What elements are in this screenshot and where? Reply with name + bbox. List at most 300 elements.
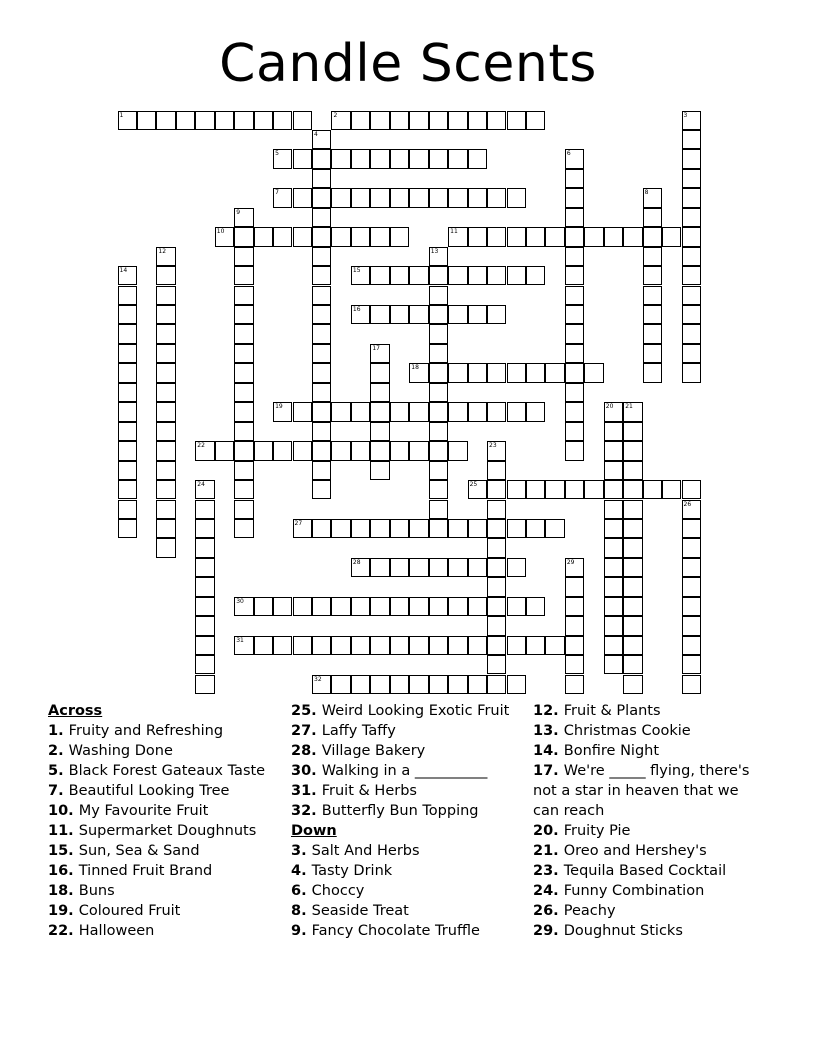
- grid-cell[interactable]: [254, 597, 273, 616]
- grid-cell[interactable]: [370, 188, 389, 207]
- grid-cell[interactable]: [370, 111, 389, 130]
- grid-cell[interactable]: [429, 324, 448, 343]
- grid-cell[interactable]: [604, 655, 623, 674]
- grid-cell[interactable]: [623, 616, 642, 635]
- grid-cell[interactable]: [293, 519, 312, 538]
- grid-cell[interactable]: [351, 402, 370, 421]
- grid-cell[interactable]: [331, 188, 350, 207]
- grid-cell[interactable]: [331, 597, 350, 616]
- grid-cell[interactable]: [604, 227, 623, 246]
- grid-cell[interactable]: [156, 344, 175, 363]
- grid-cell[interactable]: [118, 402, 137, 421]
- grid-cell[interactable]: [293, 402, 312, 421]
- grid-cell[interactable]: [312, 324, 331, 343]
- grid-cell[interactable]: [623, 461, 642, 480]
- grid-cell[interactable]: [351, 266, 370, 285]
- grid-cell[interactable]: [312, 461, 331, 480]
- grid-cell[interactable]: [390, 636, 409, 655]
- grid-cell[interactable]: [565, 616, 584, 635]
- grid-cell[interactable]: [429, 149, 448, 168]
- grid-cell[interactable]: [215, 111, 234, 130]
- grid-cell[interactable]: [390, 402, 409, 421]
- grid-cell[interactable]: [487, 363, 506, 382]
- grid-cell[interactable]: [448, 558, 467, 577]
- grid-cell[interactable]: [429, 363, 448, 382]
- grid-cell[interactable]: [215, 227, 234, 246]
- grid-cell[interactable]: [390, 519, 409, 538]
- grid-cell[interactable]: [234, 383, 253, 402]
- grid-cell[interactable]: [234, 227, 253, 246]
- grid-cell[interactable]: [487, 500, 506, 519]
- grid-cell[interactable]: [487, 655, 506, 674]
- grid-cell[interactable]: [156, 422, 175, 441]
- grid-cell[interactable]: [448, 149, 467, 168]
- grid-cell[interactable]: [195, 441, 214, 460]
- grid-cell[interactable]: [565, 344, 584, 363]
- grid-cell[interactable]: [234, 111, 253, 130]
- grid-cell[interactable]: [409, 111, 428, 130]
- grid-cell[interactable]: [643, 208, 662, 227]
- grid-cell[interactable]: [487, 305, 506, 324]
- grid-cell[interactable]: [526, 363, 545, 382]
- grid-cell[interactable]: [429, 675, 448, 694]
- grid-cell[interactable]: [312, 169, 331, 188]
- grid-cell[interactable]: [643, 344, 662, 363]
- grid-cell[interactable]: [643, 227, 662, 246]
- grid-cell[interactable]: [682, 363, 701, 382]
- grid-cell[interactable]: [312, 286, 331, 305]
- grid-cell[interactable]: [565, 383, 584, 402]
- grid-cell[interactable]: [507, 558, 526, 577]
- grid-cell[interactable]: [118, 111, 137, 130]
- grid-cell[interactable]: [234, 480, 253, 499]
- grid-cell[interactable]: [565, 149, 584, 168]
- grid-cell[interactable]: [487, 111, 506, 130]
- grid-cell[interactable]: [429, 247, 448, 266]
- grid-cell[interactable]: [507, 111, 526, 130]
- grid-cell[interactable]: [370, 422, 389, 441]
- grid-cell[interactable]: [448, 519, 467, 538]
- grid-cell[interactable]: [448, 188, 467, 207]
- grid-cell[interactable]: [643, 324, 662, 343]
- grid-cell[interactable]: [487, 558, 506, 577]
- grid-cell[interactable]: [682, 266, 701, 285]
- grid-cell[interactable]: [118, 480, 137, 499]
- grid-cell[interactable]: [118, 500, 137, 519]
- grid-cell[interactable]: [331, 519, 350, 538]
- grid-cell[interactable]: [156, 305, 175, 324]
- grid-cell[interactable]: [429, 558, 448, 577]
- grid-cell[interactable]: [526, 227, 545, 246]
- grid-cell[interactable]: [273, 636, 292, 655]
- grid-cell[interactable]: [604, 597, 623, 616]
- grid-cell[interactable]: [526, 519, 545, 538]
- grid-cell[interactable]: [429, 188, 448, 207]
- grid-cell[interactable]: [623, 441, 642, 460]
- grid-cell[interactable]: [643, 286, 662, 305]
- grid-cell[interactable]: [565, 188, 584, 207]
- grid-cell[interactable]: [682, 227, 701, 246]
- grid-cell[interactable]: [409, 188, 428, 207]
- grid-cell[interactable]: [390, 188, 409, 207]
- grid-cell[interactable]: [565, 422, 584, 441]
- grid-cell[interactable]: [604, 616, 623, 635]
- grid-cell[interactable]: [370, 227, 389, 246]
- grid-cell[interactable]: [312, 383, 331, 402]
- grid-cell[interactable]: [682, 286, 701, 305]
- grid-cell[interactable]: [487, 188, 506, 207]
- grid-cell[interactable]: [370, 558, 389, 577]
- grid-cell[interactable]: [448, 266, 467, 285]
- grid-cell[interactable]: [682, 111, 701, 130]
- grid-cell[interactable]: [234, 441, 253, 460]
- grid-cell[interactable]: [565, 655, 584, 674]
- grid-cell[interactable]: [468, 402, 487, 421]
- grid-cell[interactable]: [604, 480, 623, 499]
- grid-cell[interactable]: [118, 441, 137, 460]
- grid-cell[interactable]: [312, 188, 331, 207]
- grid-cell[interactable]: [254, 111, 273, 130]
- grid-cell[interactable]: [293, 111, 312, 130]
- grid-cell[interactable]: [312, 675, 331, 694]
- grid-cell[interactable]: [370, 266, 389, 285]
- grid-cell[interactable]: [468, 636, 487, 655]
- grid-cell[interactable]: [312, 597, 331, 616]
- grid-cell[interactable]: [507, 519, 526, 538]
- grid-cell[interactable]: [273, 227, 292, 246]
- grid-cell[interactable]: [370, 149, 389, 168]
- grid-cell[interactable]: [604, 538, 623, 557]
- grid-cell[interactable]: [137, 111, 156, 130]
- grid-cell[interactable]: [409, 363, 428, 382]
- grid-cell[interactable]: [312, 422, 331, 441]
- grid-cell[interactable]: [195, 577, 214, 596]
- grid-cell[interactable]: [351, 597, 370, 616]
- grid-cell[interactable]: [565, 227, 584, 246]
- grid-cell[interactable]: [507, 227, 526, 246]
- grid-cell[interactable]: [234, 636, 253, 655]
- grid-cell[interactable]: [487, 402, 506, 421]
- grid-cell[interactable]: [487, 227, 506, 246]
- grid-cell[interactable]: [682, 208, 701, 227]
- grid-cell[interactable]: [545, 480, 564, 499]
- grid-cell[interactable]: [331, 636, 350, 655]
- grid-cell[interactable]: [234, 422, 253, 441]
- grid-cell[interactable]: [448, 402, 467, 421]
- grid-cell[interactable]: [468, 227, 487, 246]
- grid-cell[interactable]: [623, 675, 642, 694]
- grid-cell[interactable]: [331, 402, 350, 421]
- grid-cell[interactable]: [234, 324, 253, 343]
- grid-cell[interactable]: [409, 519, 428, 538]
- grid-cell[interactable]: [331, 111, 350, 130]
- grid-cell[interactable]: [507, 363, 526, 382]
- grid-cell[interactable]: [293, 149, 312, 168]
- grid-cell[interactable]: [682, 169, 701, 188]
- grid-cell[interactable]: [234, 247, 253, 266]
- grid-cell[interactable]: [293, 441, 312, 460]
- grid-cell[interactable]: [390, 305, 409, 324]
- grid-cell[interactable]: [429, 480, 448, 499]
- grid-cell[interactable]: [448, 111, 467, 130]
- grid-cell[interactable]: [604, 422, 623, 441]
- grid-cell[interactable]: [565, 266, 584, 285]
- grid-cell[interactable]: [662, 227, 681, 246]
- grid-cell[interactable]: [195, 675, 214, 694]
- grid-cell[interactable]: [565, 558, 584, 577]
- grid-cell[interactable]: [468, 305, 487, 324]
- grid-cell[interactable]: [195, 538, 214, 557]
- grid-cell[interactable]: [331, 227, 350, 246]
- grid-cell[interactable]: [643, 247, 662, 266]
- grid-cell[interactable]: [565, 597, 584, 616]
- grid-cell[interactable]: [370, 461, 389, 480]
- grid-cell[interactable]: [429, 461, 448, 480]
- grid-cell[interactable]: [487, 519, 506, 538]
- grid-cell[interactable]: [682, 305, 701, 324]
- grid-cell[interactable]: [234, 305, 253, 324]
- grid-cell[interactable]: [118, 286, 137, 305]
- grid-cell[interactable]: [682, 149, 701, 168]
- grid-cell[interactable]: [351, 305, 370, 324]
- grid-cell[interactable]: [118, 305, 137, 324]
- grid-cell[interactable]: [293, 636, 312, 655]
- grid-cell[interactable]: [429, 636, 448, 655]
- grid-cell[interactable]: [234, 500, 253, 519]
- grid-cell[interactable]: [507, 597, 526, 616]
- grid-cell[interactable]: [565, 577, 584, 596]
- grid-cell[interactable]: [565, 441, 584, 460]
- grid-cell[interactable]: [156, 247, 175, 266]
- grid-cell[interactable]: [390, 558, 409, 577]
- grid-cell[interactable]: [448, 305, 467, 324]
- grid-cell[interactable]: [448, 675, 467, 694]
- grid-cell[interactable]: [584, 480, 603, 499]
- grid-cell[interactable]: [409, 675, 428, 694]
- grid-cell[interactable]: [507, 675, 526, 694]
- grid-cell[interactable]: [312, 363, 331, 382]
- grid-cell[interactable]: [526, 480, 545, 499]
- grid-cell[interactable]: [429, 286, 448, 305]
- grid-cell[interactable]: [331, 675, 350, 694]
- grid-cell[interactable]: [429, 305, 448, 324]
- grid-cell[interactable]: [331, 149, 350, 168]
- grid-cell[interactable]: [487, 538, 506, 557]
- grid-cell[interactable]: [429, 519, 448, 538]
- grid-cell[interactable]: [545, 227, 564, 246]
- grid-cell[interactable]: [604, 441, 623, 460]
- grid-cell[interactable]: [156, 480, 175, 499]
- grid-cell[interactable]: [312, 402, 331, 421]
- grid-cell[interactable]: [331, 441, 350, 460]
- grid-cell[interactable]: [682, 130, 701, 149]
- grid-cell[interactable]: [118, 324, 137, 343]
- grid-cell[interactable]: [118, 383, 137, 402]
- grid-cell[interactable]: [448, 227, 467, 246]
- grid-cell[interactable]: [623, 500, 642, 519]
- grid-cell[interactable]: [487, 597, 506, 616]
- grid-cell[interactable]: [682, 558, 701, 577]
- grid-cell[interactable]: [370, 519, 389, 538]
- grid-cell[interactable]: [429, 597, 448, 616]
- grid-cell[interactable]: [195, 636, 214, 655]
- grid-cell[interactable]: [526, 266, 545, 285]
- grid-cell[interactable]: [234, 286, 253, 305]
- grid-cell[interactable]: [390, 227, 409, 246]
- grid-cell[interactable]: [682, 500, 701, 519]
- grid-cell[interactable]: [545, 363, 564, 382]
- grid-cell[interactable]: [643, 480, 662, 499]
- grid-cell[interactable]: [118, 344, 137, 363]
- grid-cell[interactable]: [195, 500, 214, 519]
- grid-cell[interactable]: [370, 383, 389, 402]
- grid-cell[interactable]: [565, 480, 584, 499]
- grid-cell[interactable]: [682, 636, 701, 655]
- grid-cell[interactable]: [507, 480, 526, 499]
- grid-cell[interactable]: [623, 402, 642, 421]
- grid-cell[interactable]: [468, 188, 487, 207]
- grid-cell[interactable]: [118, 363, 137, 382]
- grid-cell[interactable]: [273, 111, 292, 130]
- grid-cell[interactable]: [604, 500, 623, 519]
- grid-cell[interactable]: [507, 266, 526, 285]
- grid-cell[interactable]: [409, 597, 428, 616]
- grid-cell[interactable]: [273, 402, 292, 421]
- grid-cell[interactable]: [293, 597, 312, 616]
- grid-cell[interactable]: [156, 461, 175, 480]
- grid-cell[interactable]: [623, 558, 642, 577]
- grid-cell[interactable]: [468, 480, 487, 499]
- grid-cell[interactable]: [312, 130, 331, 149]
- grid-cell[interactable]: [409, 558, 428, 577]
- grid-cell[interactable]: [370, 636, 389, 655]
- grid-cell[interactable]: [273, 597, 292, 616]
- grid-cell[interactable]: [682, 247, 701, 266]
- grid-cell[interactable]: [507, 188, 526, 207]
- grid-cell[interactable]: [487, 636, 506, 655]
- grid-cell[interactable]: [118, 266, 137, 285]
- grid-cell[interactable]: [156, 402, 175, 421]
- grid-cell[interactable]: [293, 227, 312, 246]
- grid-cell[interactable]: [351, 441, 370, 460]
- grid-cell[interactable]: [468, 149, 487, 168]
- grid-cell[interactable]: [448, 363, 467, 382]
- grid-cell[interactable]: [312, 636, 331, 655]
- grid-cell[interactable]: [584, 227, 603, 246]
- grid-cell[interactable]: [312, 519, 331, 538]
- grid-cell[interactable]: [623, 519, 642, 538]
- grid-cell[interactable]: [545, 519, 564, 538]
- grid-cell[interactable]: [234, 461, 253, 480]
- grid-cell[interactable]: [156, 441, 175, 460]
- grid-cell[interactable]: [351, 519, 370, 538]
- grid-cell[interactable]: [507, 636, 526, 655]
- grid-cell[interactable]: [234, 402, 253, 421]
- grid-cell[interactable]: [195, 597, 214, 616]
- grid-cell[interactable]: [370, 675, 389, 694]
- grid-cell[interactable]: [468, 111, 487, 130]
- grid-cell[interactable]: [468, 519, 487, 538]
- grid-cell[interactable]: [429, 402, 448, 421]
- grid-cell[interactable]: [643, 266, 662, 285]
- grid-cell[interactable]: [565, 169, 584, 188]
- grid-cell[interactable]: [118, 519, 137, 538]
- grid-cell[interactable]: [409, 149, 428, 168]
- grid-cell[interactable]: [487, 675, 506, 694]
- grid-cell[interactable]: [682, 655, 701, 674]
- grid-cell[interactable]: [273, 149, 292, 168]
- grid-cell[interactable]: [448, 441, 467, 460]
- grid-cell[interactable]: [370, 441, 389, 460]
- grid-cell[interactable]: [215, 441, 234, 460]
- grid-cell[interactable]: [351, 636, 370, 655]
- grid-cell[interactable]: [604, 577, 623, 596]
- grid-cell[interactable]: [623, 480, 642, 499]
- grid-cell[interactable]: [176, 111, 195, 130]
- grid-cell[interactable]: [487, 461, 506, 480]
- grid-cell[interactable]: [156, 266, 175, 285]
- grid-cell[interactable]: [468, 675, 487, 694]
- grid-cell[interactable]: [156, 286, 175, 305]
- grid-cell[interactable]: [604, 636, 623, 655]
- grid-cell[interactable]: [195, 655, 214, 674]
- grid-cell[interactable]: [390, 266, 409, 285]
- grid-cell[interactable]: [409, 305, 428, 324]
- grid-cell[interactable]: [487, 441, 506, 460]
- grid-cell[interactable]: [565, 247, 584, 266]
- grid-cell[interactable]: [429, 422, 448, 441]
- grid-cell[interactable]: [604, 519, 623, 538]
- grid-cell[interactable]: [370, 344, 389, 363]
- grid-cell[interactable]: [429, 383, 448, 402]
- grid-cell[interactable]: [429, 344, 448, 363]
- grid-cell[interactable]: [623, 422, 642, 441]
- grid-cell[interactable]: [234, 266, 253, 285]
- grid-cell[interactable]: [370, 402, 389, 421]
- grid-cell[interactable]: [565, 363, 584, 382]
- grid-cell[interactable]: [234, 519, 253, 538]
- grid-cell[interactable]: [682, 519, 701, 538]
- grid-cell[interactable]: [682, 538, 701, 557]
- grid-cell[interactable]: [156, 383, 175, 402]
- grid-cell[interactable]: [195, 558, 214, 577]
- grid-cell[interactable]: [195, 519, 214, 538]
- grid-cell[interactable]: [156, 324, 175, 343]
- grid-cell[interactable]: [565, 324, 584, 343]
- grid-cell[interactable]: [351, 149, 370, 168]
- grid-cell[interactable]: [254, 441, 273, 460]
- grid-cell[interactable]: [390, 149, 409, 168]
- grid-cell[interactable]: [682, 188, 701, 207]
- grid-cell[interactable]: [312, 441, 331, 460]
- grid-cell[interactable]: [273, 441, 292, 460]
- grid-cell[interactable]: [195, 111, 214, 130]
- grid-cell[interactable]: [429, 111, 448, 130]
- grid-cell[interactable]: [370, 597, 389, 616]
- grid-cell[interactable]: [118, 422, 137, 441]
- grid-cell[interactable]: [643, 363, 662, 382]
- grid-cell[interactable]: [643, 305, 662, 324]
- grid-cell[interactable]: [468, 558, 487, 577]
- grid-cell[interactable]: [351, 111, 370, 130]
- grid-cell[interactable]: [468, 363, 487, 382]
- grid-cell[interactable]: [682, 616, 701, 635]
- grid-cell[interactable]: [468, 266, 487, 285]
- grid-cell[interactable]: [409, 402, 428, 421]
- grid-cell[interactable]: [565, 208, 584, 227]
- grid-cell[interactable]: [682, 675, 701, 694]
- grid-cell[interactable]: [390, 441, 409, 460]
